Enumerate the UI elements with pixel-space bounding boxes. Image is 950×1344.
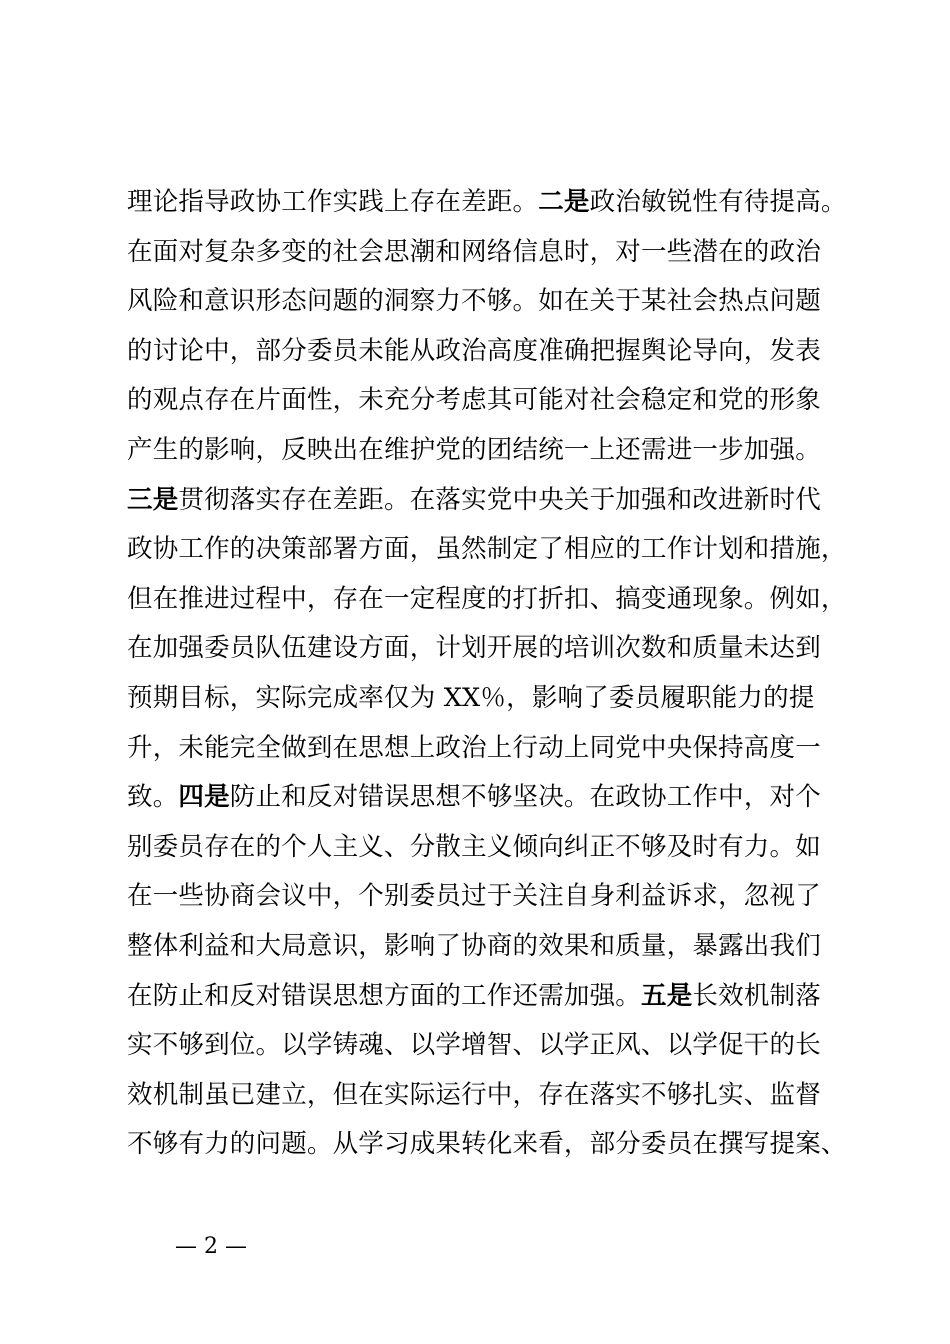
text-line (127, 376, 857, 426)
text-segment: 整体利益和大局意识，影响了协商的效果和质量，暴露出我们 (127, 930, 821, 961)
text-line (127, 277, 857, 327)
text-line (127, 674, 857, 724)
text-segment: 致。 (127, 782, 179, 813)
text-segment: 但在推进过程中，存在一定程度的打折扣、搞变通现象。例如， (127, 583, 847, 614)
text-segment: 长效机制落 (692, 980, 821, 1011)
text-segment: 在一些协商会议中，个别委员过于关注自身利益诉求，忽视了 (127, 881, 821, 912)
text-line (127, 624, 857, 674)
text-line (127, 1071, 857, 1121)
text-line (127, 872, 857, 922)
bold-lead-phrase: 三是 (127, 484, 179, 515)
text-segment: 政治敏锐性有待提高。 (589, 187, 847, 217)
text-segment: 产生的影响，反映出在维护党的团结统一上还需进一步加强。 (127, 434, 821, 465)
text-segment: 升，未能完全做到在思想上政治上行动上同党中央保持高度一 (127, 732, 821, 763)
text-segment: 理论指导政协工作实践上存在差距。 (127, 187, 539, 217)
text-line (127, 1021, 857, 1071)
text-line (127, 575, 857, 625)
text-line (127, 476, 857, 526)
text-segment: 不够有力的问题。从学习成果转化来看，部分委员在撰写提案、 (127, 1129, 847, 1160)
text-line (127, 426, 857, 476)
text-segment: 实不够到位。以学铸魂、以学增智、以学正风、以学促干的长 (127, 1030, 821, 1061)
text-segment: 在加强委员队伍建设方面，计划开展的培训次数和质量未达到 (127, 633, 821, 664)
text-line (127, 327, 857, 377)
text-line (127, 178, 857, 228)
text-segment: 贯彻落实存在差距。在落实党中央关于加强和改进新时代 (178, 484, 821, 515)
text-segment: 在面对复杂多变的社会思潮和网络信息时，对一些潜在的政治 (127, 236, 821, 267)
text-segment: 的讨论中，部分委员未能从政治高度准确把握舆论导向，发表 (127, 335, 821, 366)
text-segment: 政协工作的决策部署方面，虽然制定了相应的工作计划和措施， (127, 534, 847, 565)
document-body (127, 178, 857, 1170)
text-segment: 预期目标，实际完成率仅为 XX％，影响了委员履职能力的提 (127, 682, 815, 713)
bold-lead-phrase: 五是 (641, 980, 693, 1011)
text-segment: 的观点存在片面性，未充分考虑其可能对社会稳定和党的形象 (127, 385, 821, 416)
page-number: — 2 — (175, 1234, 247, 1259)
text-line (127, 1120, 857, 1170)
text-line (127, 922, 857, 972)
text-segment: 在防止和反对错误思想方面的工作还需加强。 (127, 980, 642, 1011)
text-line (127, 724, 857, 774)
text-line (127, 823, 857, 873)
text-line (127, 972, 857, 1022)
text-segment: 风险和意识形态问题的洞察力不够。如在关于某社会热点问题 (127, 286, 821, 317)
text-segment: 效机制虽已建立，但在实际运行中，存在落实不够扎实、监督 (127, 1079, 821, 1110)
bold-lead-phrase: 四是 (178, 782, 230, 813)
text-segment: 防止和反对错误思想不够坚决。在政协工作中，对个 (229, 782, 821, 813)
text-line (127, 525, 857, 575)
text-line (127, 773, 857, 823)
bold-lead-phrase: 二是 (538, 187, 590, 217)
text-line (127, 228, 857, 278)
text-segment: 别委员存在的个人主义、分散主义倾向纠正不够及时有力。如 (127, 831, 821, 862)
